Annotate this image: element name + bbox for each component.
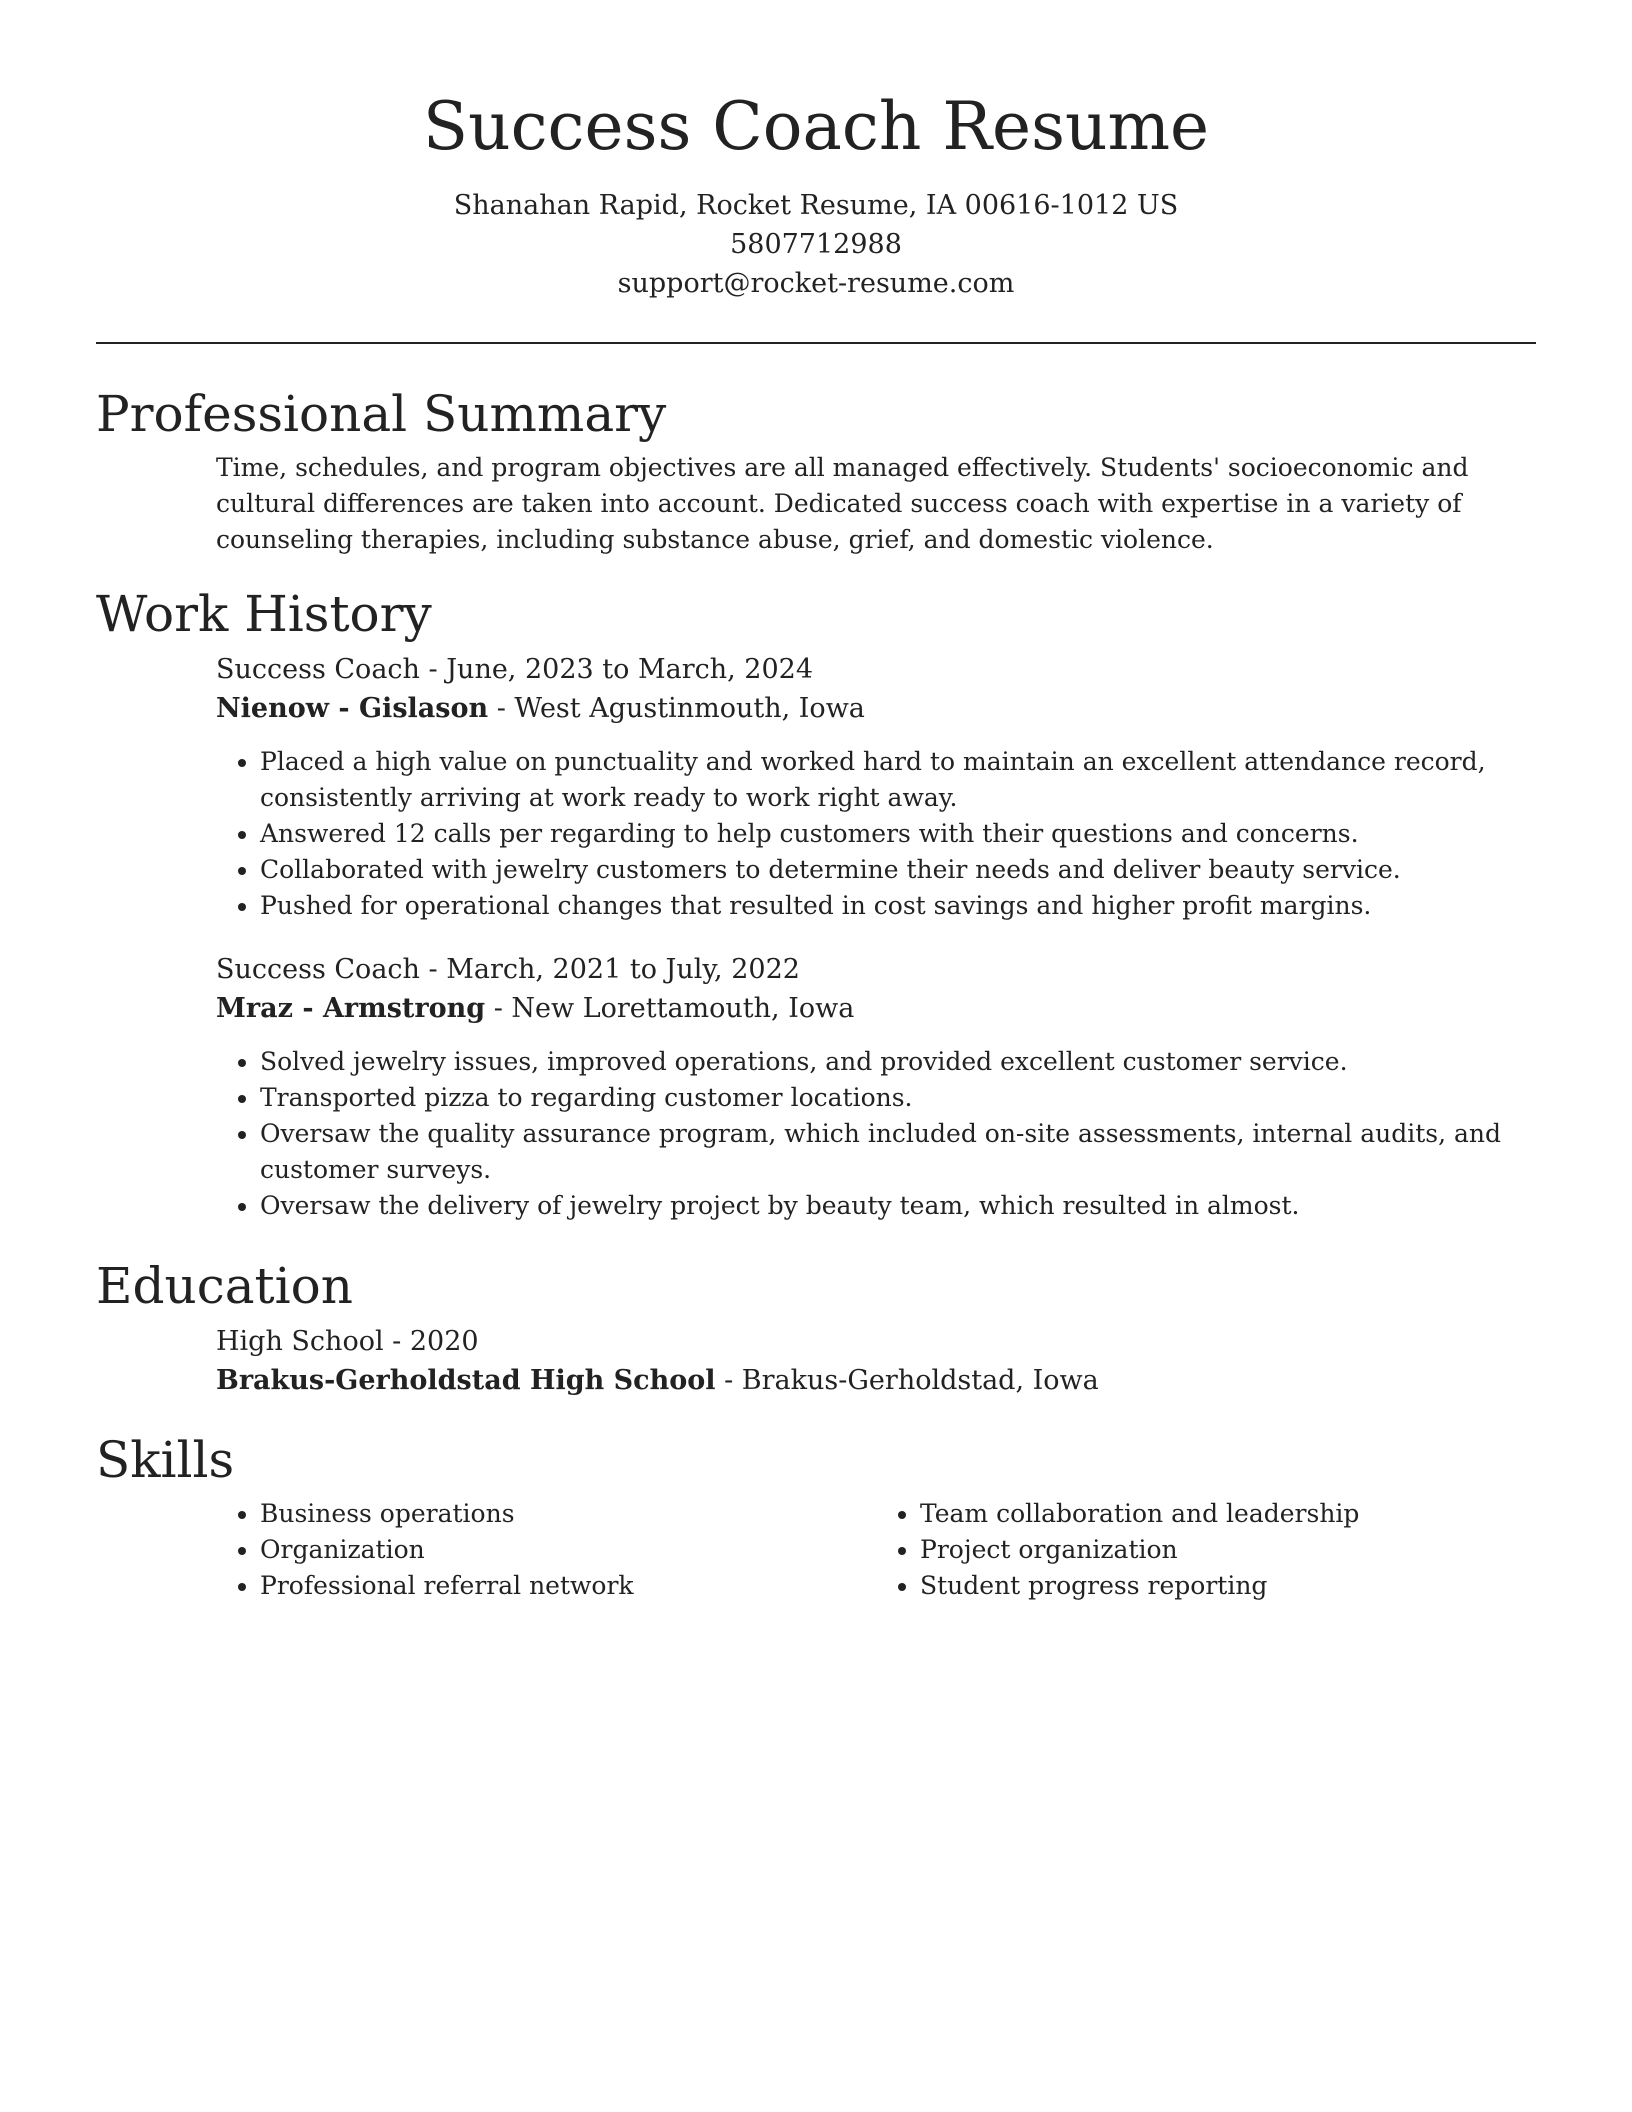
resume-title: Success Coach Resume bbox=[422, 88, 1210, 165]
summary-text: Time, schedules, and program objectives are all managed effectively. Students' socioeconomic and cultural differences are taken into account. Dedicated success coach with expertise in a variety of counseling therapies, including substance abuse, grief, and domestic violence. bbox=[216, 453, 1469, 554]
contact-email: support@rocket-resume.com bbox=[617, 268, 1015, 299]
contact-address: Shanahan Rapid, Rocket Resume, IA 00616-1012 US bbox=[453, 190, 1179, 221]
job-bullet: • Pushed for operational changes that resulted in cost savings and higher profit margins. bbox=[260, 888, 1536, 924]
education-location: - Brakus-Gerholdstad, Iowa bbox=[715, 1365, 1099, 1396]
job-bullet: • Solved jewelry issues, improved operations, and provided excellent customer service. bbox=[260, 1044, 1536, 1080]
summary-heading: Professional Summary bbox=[96, 385, 667, 443]
job-bullet: • Transported pizza to regarding customer locations. bbox=[260, 1080, 1536, 1116]
skills-grid bbox=[216, 1496, 1536, 1604]
job-bullet: • Oversaw the quality assurance program, which included on-site assessments, internal audits, and customer surveys. bbox=[260, 1116, 1536, 1188]
job-bullet: • Oversaw the delivery of jewelry project by beauty team, which resulted in almost. bbox=[260, 1188, 1536, 1224]
header-divider bbox=[96, 342, 1536, 344]
job-company-line bbox=[216, 689, 1536, 728]
skill-item: • Team collaboration and leadership bbox=[920, 1496, 1536, 1532]
resume-content bbox=[96, 378, 1536, 1604]
job-dates: - March, 2021 to July, 2022 bbox=[419, 954, 800, 985]
education-heading: Education bbox=[96, 1257, 353, 1315]
job-bullet: • Answered 12 calls per regarding to help customers with their questions and concerns. bbox=[260, 816, 1536, 852]
skills-section bbox=[96, 1424, 1536, 1604]
job-title-line bbox=[216, 950, 1536, 989]
job-bullets bbox=[216, 744, 1536, 924]
summary-section bbox=[96, 378, 1536, 558]
contact-phone: 5807712988 bbox=[730, 229, 902, 260]
work-history-section bbox=[96, 578, 1536, 1224]
job-title-line bbox=[216, 650, 1536, 689]
education-school: Brakus-Gerholdstad High School bbox=[216, 1365, 716, 1396]
work-history-heading: Work History bbox=[96, 585, 432, 643]
job-bullets bbox=[216, 1044, 1536, 1224]
job-company-line bbox=[216, 989, 1536, 1028]
education-degree-line bbox=[216, 1322, 1536, 1361]
job-entry bbox=[216, 650, 1536, 924]
skill-item: • Student progress reporting bbox=[920, 1568, 1536, 1604]
skills-heading: Skills bbox=[96, 1431, 235, 1489]
skill-item: • Organization bbox=[260, 1532, 876, 1568]
resume-header bbox=[96, 82, 1536, 303]
skills-column-left bbox=[216, 1496, 876, 1604]
job-company: Mraz - Armstrong bbox=[216, 993, 486, 1024]
skill-item: • Business operations bbox=[260, 1496, 876, 1532]
job-location: - New Lorettamouth, Iowa bbox=[485, 993, 855, 1024]
skills-column-right bbox=[876, 1496, 1536, 1604]
education-degree: High School bbox=[216, 1326, 384, 1357]
job-company: Nienow - Gislason bbox=[216, 693, 489, 724]
job-title: Success Coach bbox=[216, 954, 420, 985]
job-bullet: • Placed a high value on punctuality and worked hard to maintain an excellent attendance record, consistently arriving at work ready to work right away. bbox=[260, 744, 1536, 816]
skill-item: • Project organization bbox=[920, 1532, 1536, 1568]
education-section bbox=[96, 1250, 1536, 1400]
job-bullet: • Collaborated with jewelry customers to determine their needs and deliver beauty service. bbox=[260, 852, 1536, 888]
job-entry bbox=[216, 950, 1536, 1224]
education-year: - 2020 bbox=[383, 1326, 479, 1357]
education-school-line bbox=[216, 1361, 1536, 1400]
job-title: Success Coach bbox=[216, 654, 420, 685]
job-location: - West Agustinmouth, Iowa bbox=[488, 693, 865, 724]
skill-item: • Professional referral network bbox=[260, 1568, 876, 1604]
job-dates: - June, 2023 to March, 2024 bbox=[419, 654, 813, 685]
